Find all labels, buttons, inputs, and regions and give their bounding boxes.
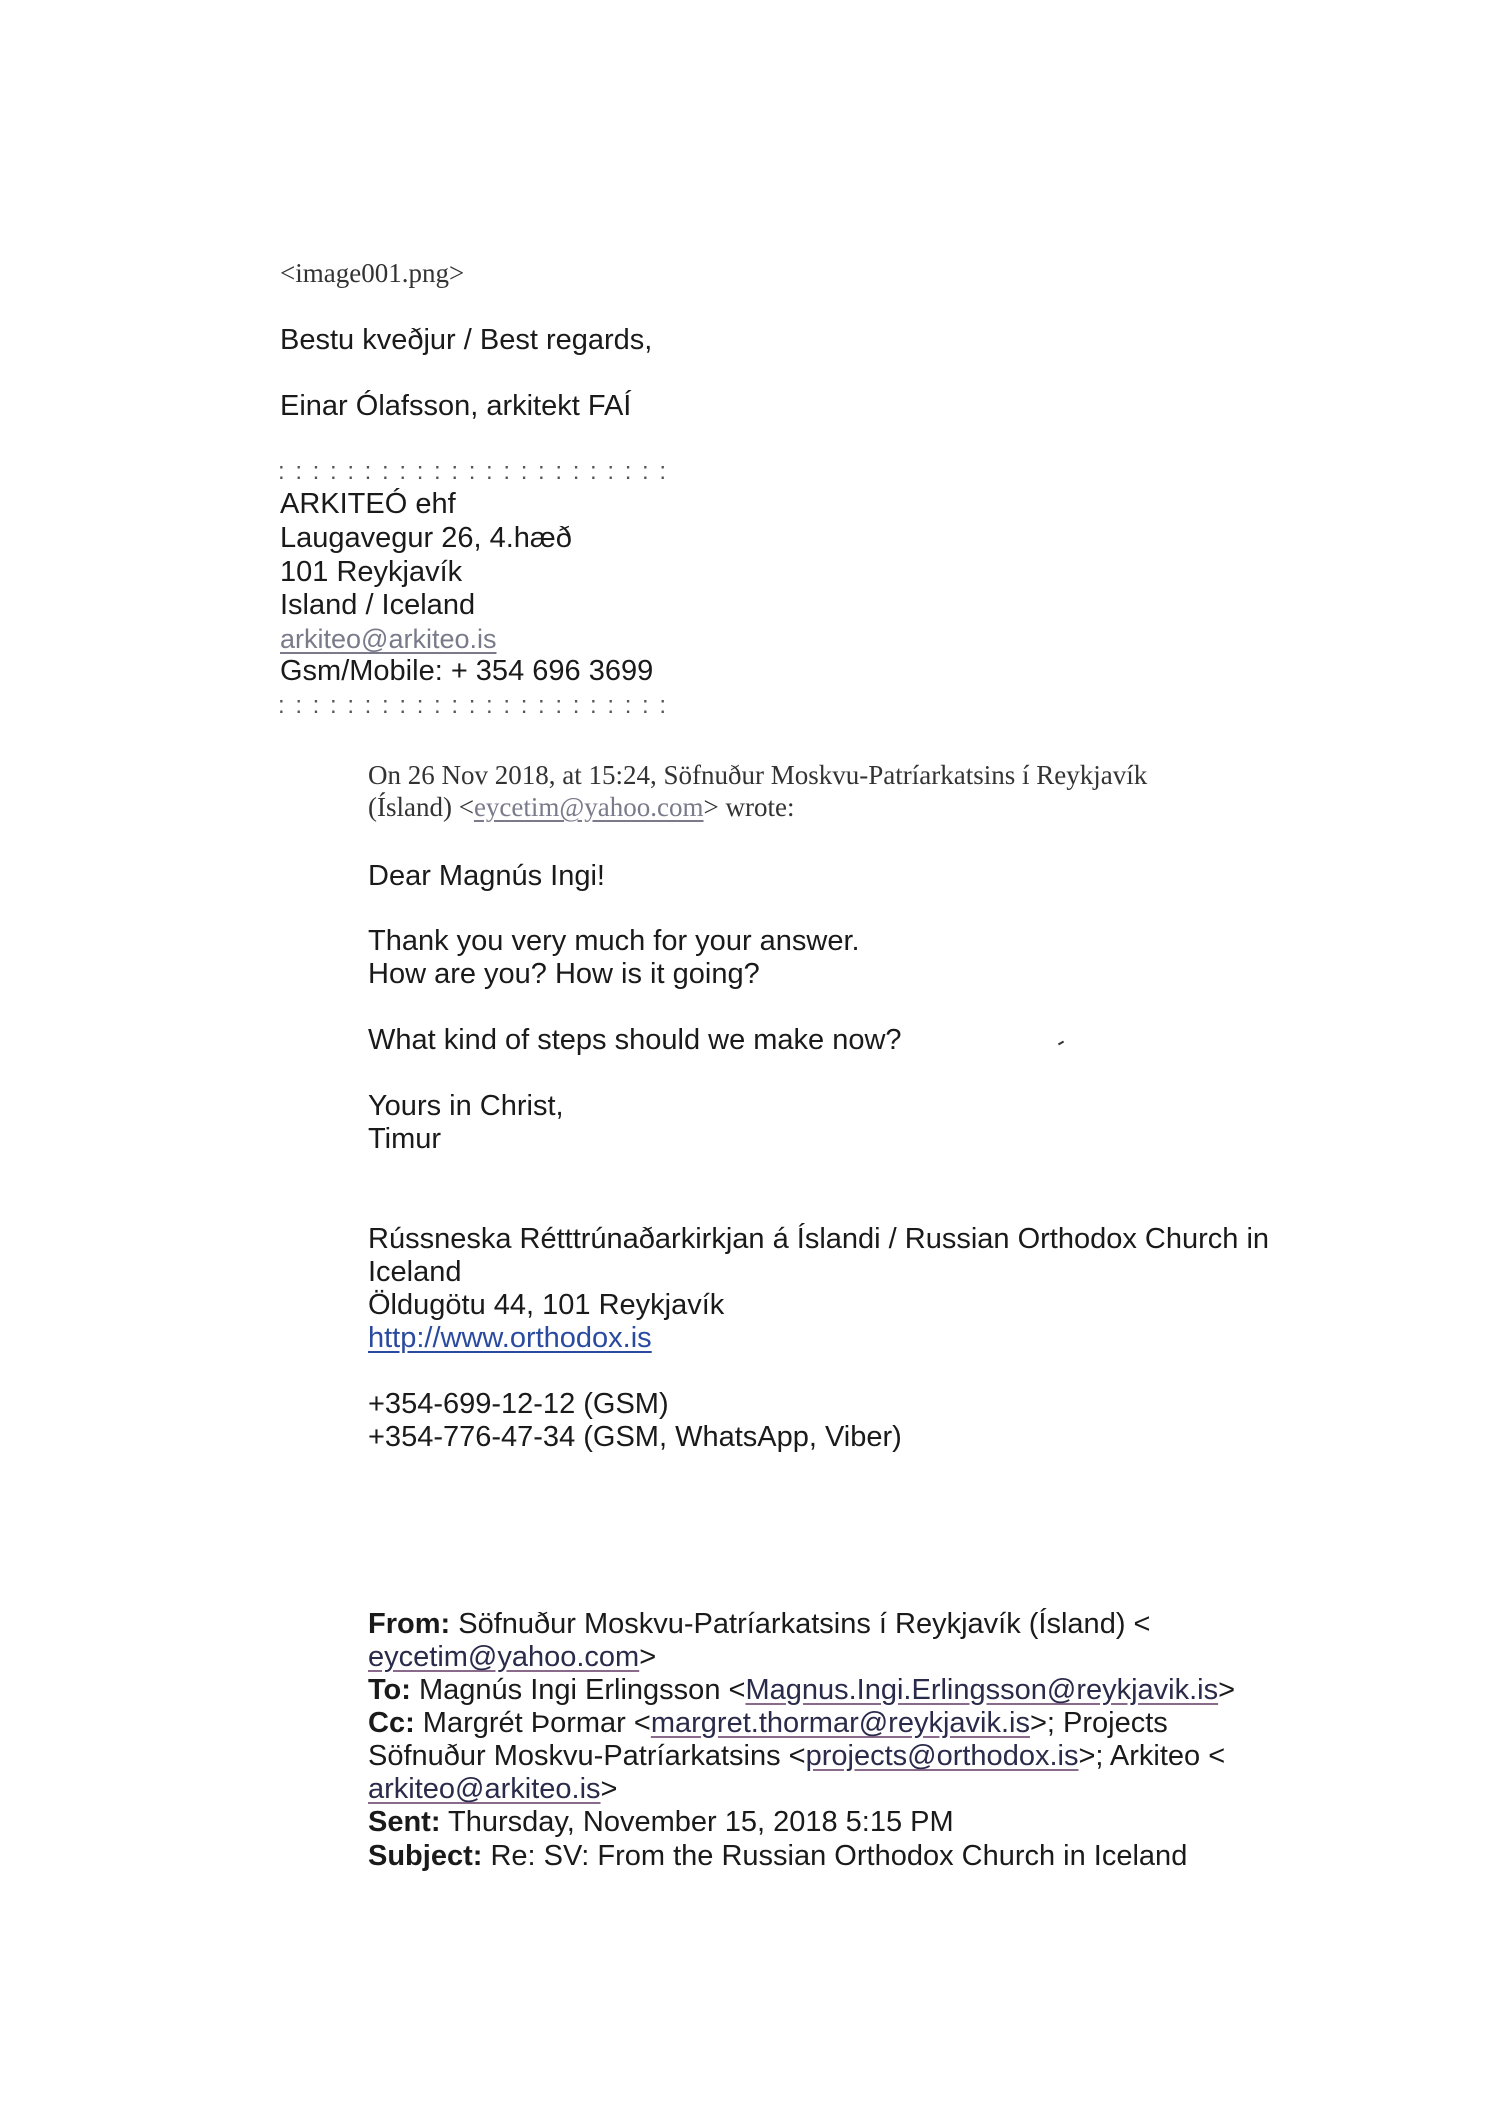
signature-mobile: Gsm/Mobile: + 354 696 3699 xyxy=(280,655,654,687)
signature-name: Einar Ólafsson, arkitekt FAÍ xyxy=(280,390,632,422)
reply-header-prefix: (Ísland) < xyxy=(368,792,474,822)
cc-name-1: Margrét Þormar < xyxy=(422,1707,651,1739)
signature-city: 101 Reykjavík xyxy=(280,556,463,588)
cc-line-2 xyxy=(368,1740,1225,1773)
cc-name-2: Söfnuður Moskvu-Patríarkatsins < xyxy=(368,1740,806,1772)
message-signer: Timur xyxy=(368,1123,442,1155)
from-line xyxy=(368,1608,1150,1641)
message-line-1: Thank you very much for your answer. xyxy=(368,925,860,957)
reply-header-line2 xyxy=(368,792,794,823)
cc-after-2: >; Arkiteo < xyxy=(1078,1740,1226,1772)
church-phone-2: +354-776-47-34 (GSM, WhatsApp, Viber) xyxy=(368,1421,902,1453)
subject-label: Subject: xyxy=(368,1840,483,1872)
signature-greeting: Bestu kveðjur / Best regards, xyxy=(280,324,653,356)
church-name-line1: Rússneska Rétttrúnaðarkirkjan á Íslandi / Russian Orthodox Church in xyxy=(368,1223,1270,1255)
signature-country: Island / Iceland xyxy=(280,589,476,621)
cc-line-3 xyxy=(368,1773,617,1806)
sent-value: Thursday, November 15, 2018 5:15 PM xyxy=(448,1806,954,1838)
church-name-line2: Iceland xyxy=(368,1256,462,1288)
cc-after-1: >; Projects xyxy=(1029,1707,1168,1739)
message-line-2: How are you? How is it going? xyxy=(368,958,760,990)
from-email-close: > xyxy=(639,1641,657,1673)
to-close: > xyxy=(1218,1674,1236,1706)
church-website-link[interactable]: http://www.orthodox.is xyxy=(368,1322,652,1354)
attachment-placeholder: <image001.png> xyxy=(280,258,465,288)
from-label: From: xyxy=(368,1608,451,1640)
stray-mark xyxy=(1058,1041,1064,1046)
from-value: Söfnuður Moskvu-Patríarkatsins í Reykjavík (Ísland) < xyxy=(458,1608,1151,1640)
cc-email-1-link[interactable]: margret.thormar@reykjavik.is xyxy=(650,1707,1030,1739)
sent-label: Sent: xyxy=(368,1806,441,1838)
cc-line-1 xyxy=(368,1707,1168,1740)
to-line xyxy=(368,1674,1235,1707)
cc-label: Cc: xyxy=(368,1707,415,1739)
reply-header-suffix: > wrote: xyxy=(703,792,795,822)
signature-street: Laugavegur 26, 4.hæð xyxy=(280,522,572,554)
cc-close: > xyxy=(600,1773,618,1805)
church-address: Öldugötu 44, 101 Reykjavík xyxy=(368,1289,725,1321)
message-salutation: Dear Magnús Ingi! xyxy=(368,860,605,892)
signature-separator-top: : : : : : : : : : : : : : : : : : : : : : : : xyxy=(278,458,669,485)
signature-company: ARKITEÓ ehf xyxy=(280,488,456,520)
cc-email-3-link[interactable]: arkiteo@arkiteo.is xyxy=(368,1773,601,1805)
from-email-line xyxy=(368,1641,656,1674)
from-email-link[interactable]: eycetim@yahoo.com xyxy=(368,1641,640,1673)
message-closing: Yours in Christ, xyxy=(368,1090,564,1122)
cc-email-2-link[interactable]: projects@orthodox.is xyxy=(805,1740,1079,1772)
to-email-link[interactable]: Magnus.Ingi.Erlingsson@reykjavik.is xyxy=(745,1674,1219,1706)
subject-value: Re: SV: From the Russian Orthodox Church in Iceland xyxy=(490,1840,1188,1872)
signature-email-link[interactable]: arkiteo@arkiteo.is xyxy=(280,624,497,654)
signature-separator-bottom: : : : : : : : : : : : : : : : : : : : : : : : xyxy=(278,692,669,719)
sent-line xyxy=(368,1806,954,1839)
to-label: To: xyxy=(368,1674,411,1706)
church-phone-1: +354-699-12-12 (GSM) xyxy=(368,1388,669,1420)
reply-header-line1: On 26 Nov 2018, at 15:24, Söfnuður Moskvu-Patríarkatsins í Reykjavík xyxy=(368,760,1148,790)
message-line-3: What kind of steps should we make now? xyxy=(368,1024,902,1056)
subject-line xyxy=(368,1840,1187,1873)
reply-header-email-link[interactable]: eycetim@yahoo.com xyxy=(473,792,704,822)
to-name: Magnús Ingi Erlingsson < xyxy=(419,1674,746,1706)
